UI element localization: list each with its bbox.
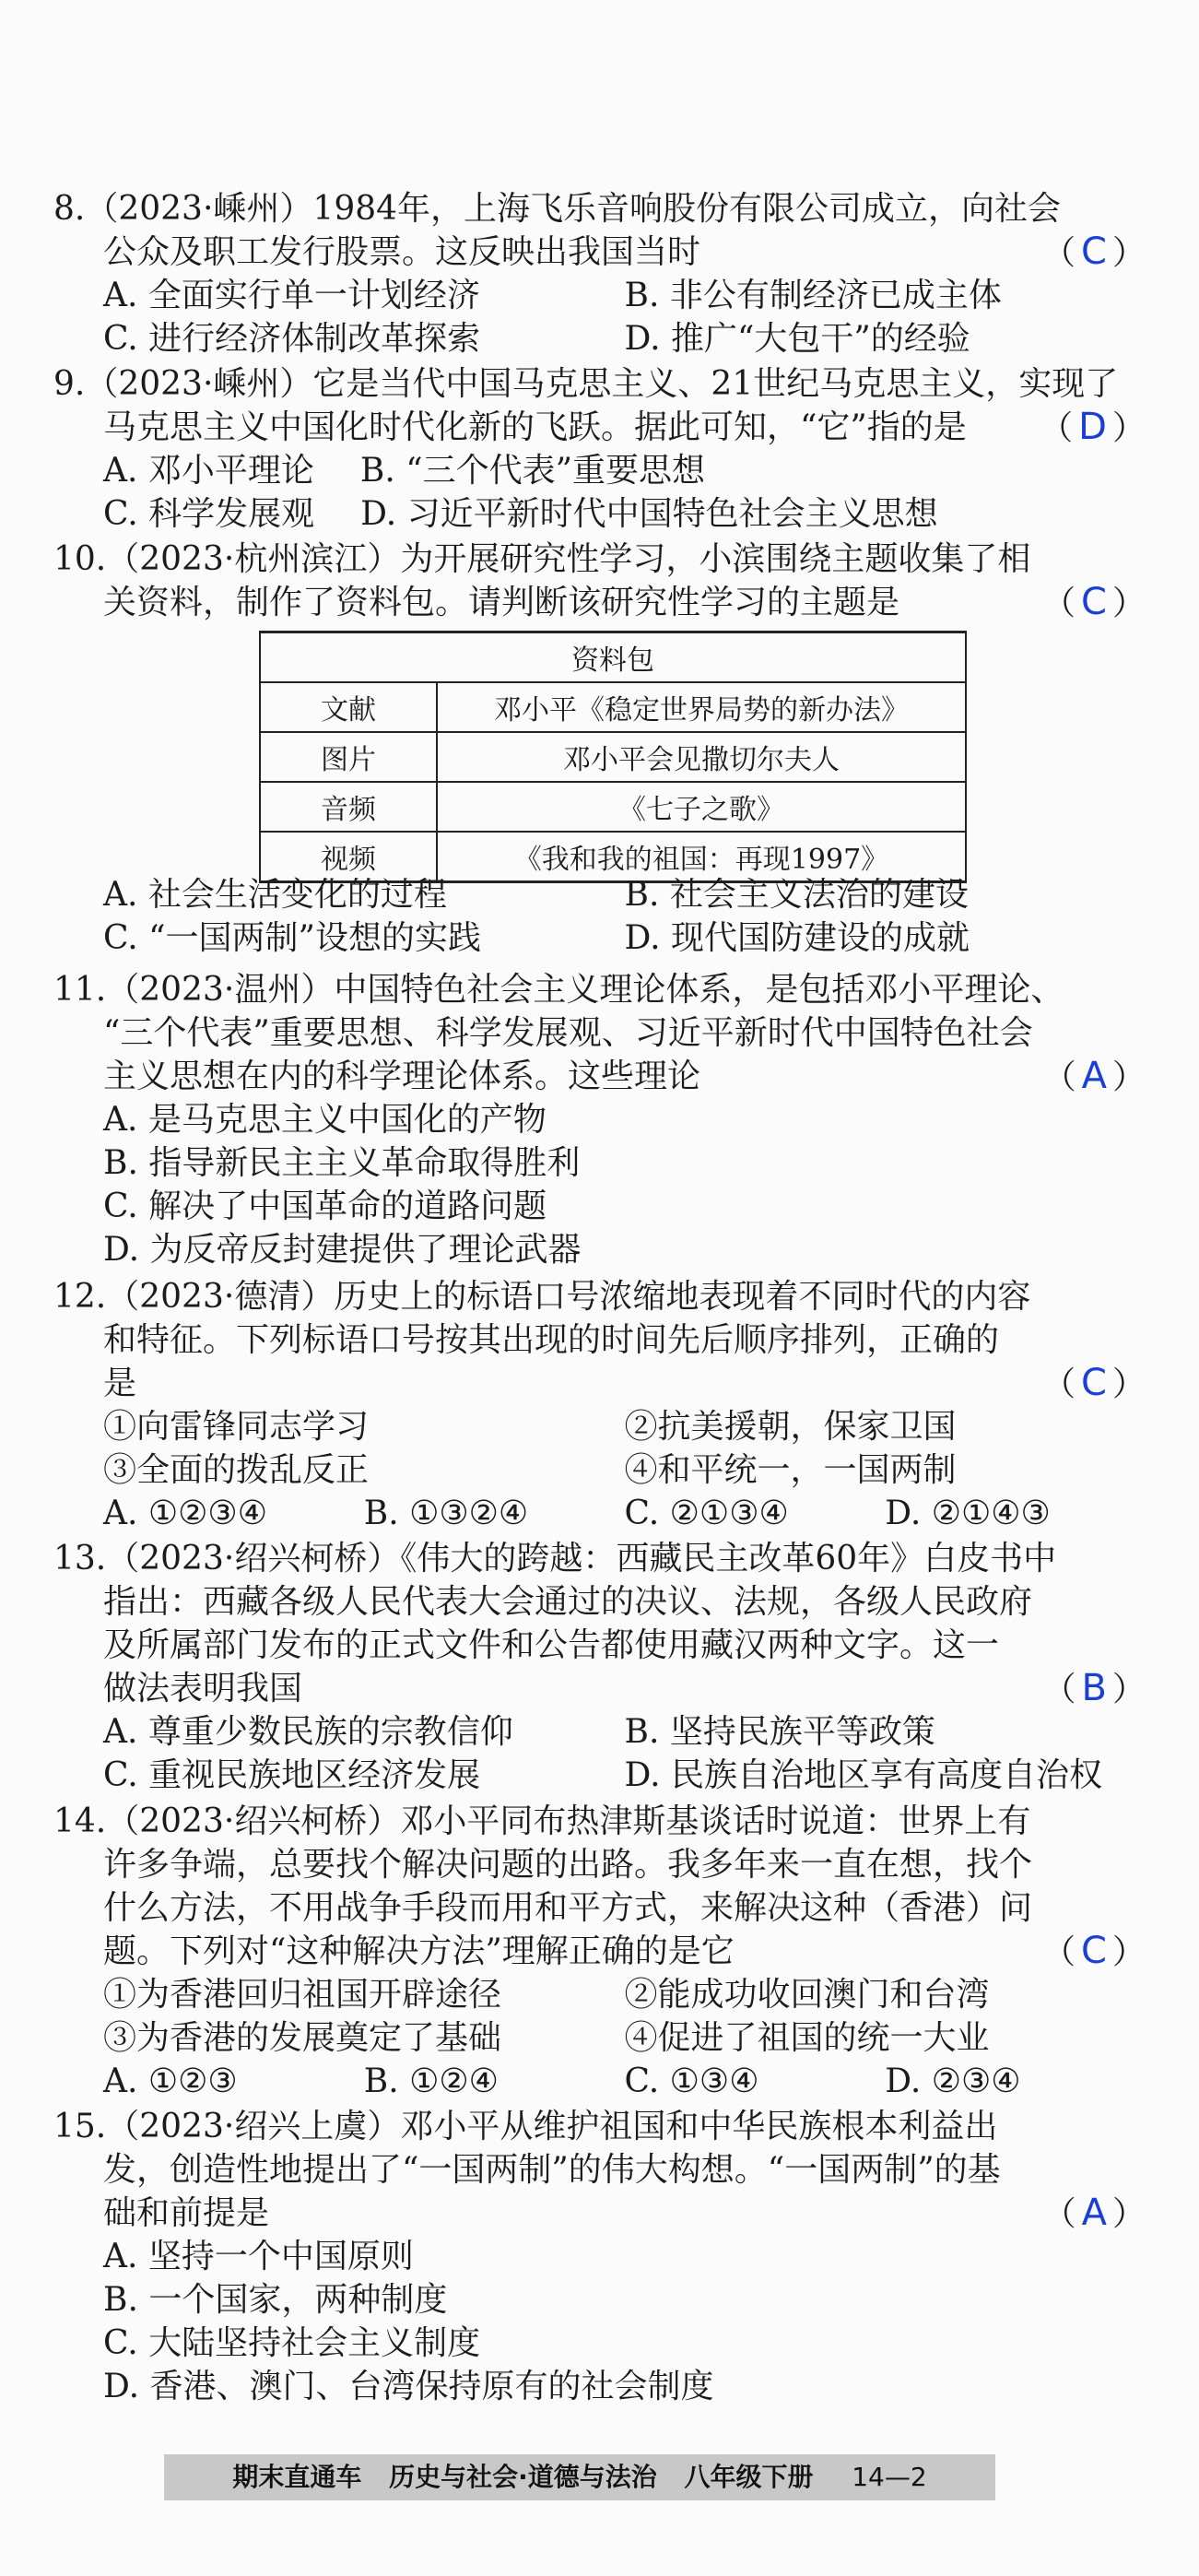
- option: B. 坚持民族平等政策: [624, 1713, 935, 1751]
- question-stem: 10.（2023·杭州滨江）为开展研究性学习，小滨围绕主题收集了相: [53, 540, 1031, 578]
- options-row: [53, 449, 1146, 492]
- item: ①为香港回归祖国开辟途径: [103, 1976, 502, 2014]
- question-13: [53, 1537, 1146, 1797]
- option: D. ②③④: [885, 2062, 1021, 2100]
- option: A. ①②③④: [103, 1495, 267, 1532]
- question-stem: 是 （ C ）: [103, 1362, 1146, 1404]
- footer-subject: 历史与社会·道德与法治: [389, 2462, 657, 2492]
- items-row: [53, 1973, 1146, 2016]
- option: D. 香港、澳门、台湾保持原有的社会制度: [103, 2368, 714, 2405]
- option: C. 重视民族地区经济发展: [103, 1756, 481, 1794]
- options-row: [53, 274, 1146, 317]
- question-stem: “三个代表”重要思想、科学发展观、习近平新时代中国特色社会: [103, 1014, 1033, 1052]
- items-row: [53, 1448, 1146, 1492]
- page-footer: [164, 2454, 995, 2500]
- answer-bracket: （ C ）: [1042, 230, 1146, 273]
- option: D. 推广“大包干”的经验: [624, 320, 970, 358]
- question-10-options: [53, 873, 1146, 960]
- question-stem: 指出：西藏各级人民代表大会通过的决议、法规，各级人民政府: [103, 1583, 1033, 1621]
- question-stem: 主义思想在内的科学理论体系。这些理论 （ A ）: [103, 1055, 1146, 1097]
- options-row: [53, 1754, 1146, 1797]
- answer-bracket: （ A ）: [1042, 1055, 1146, 1097]
- option: D. 为反帝反封建提供了理论武器: [103, 1231, 582, 1269]
- question-9: [53, 362, 1146, 536]
- question-stem: 题。下列对“这种解决方法”理解正确的是它 （ C ）: [103, 1930, 1146, 1972]
- question-14: [53, 1800, 1146, 2103]
- answer-letter: A: [1081, 1055, 1107, 1097]
- answer-letter: C: [1081, 581, 1107, 623]
- item: ③为香港的发展奠定了基础: [103, 2019, 502, 2057]
- answer-bracket: （ C ）: [1042, 581, 1146, 623]
- table-title: 资料包: [260, 632, 966, 683]
- question-stem: 14.（2023·绍兴柯桥）邓小平同布热津斯基谈话时说道：世界上有: [53, 1802, 1031, 1840]
- option: C. ②①③④: [624, 1495, 789, 1532]
- question-stem: 做法表明我国 （ B ）: [103, 1667, 1146, 1709]
- question-8: [53, 187, 1146, 360]
- option: B. “三个代表”重要思想: [359, 452, 706, 490]
- answer-letter: C: [1081, 1930, 1107, 1972]
- option: D. 现代国防建设的成就: [624, 919, 970, 957]
- answer-bracket: （ A ）: [1042, 2192, 1146, 2234]
- answer-letter: C: [1081, 230, 1107, 273]
- option: D. 民族自治地区享有高度自治权: [624, 1756, 1102, 1794]
- option: B. 非公有制经济已成主体: [624, 277, 1002, 314]
- item: ③全面的拨乱反正: [103, 1451, 370, 1489]
- question-stem: 公众及职工发行股票。这反映出我国当时 （ C ）: [103, 230, 1146, 273]
- options-row: [53, 317, 1146, 360]
- option: A. 是马克思主义中国化的产物: [103, 1101, 547, 1139]
- option: A. 坚持一个中国原则: [103, 2238, 414, 2275]
- option: C. 大陆坚持社会主义制度: [103, 2324, 481, 2362]
- option: A. 尊重少数民族的宗教信仰: [103, 1713, 513, 1751]
- question-stem: 8.（2023·嵊州）1984年，上海飞乐音响股份有限公司成立，向社会: [53, 190, 1062, 228]
- option: D. ②①④③: [885, 1495, 1051, 1532]
- option: C. 解决了中国革命的道路问题: [103, 1188, 547, 1225]
- table-row: 图片 邓小平会见撒切尔夫人: [260, 732, 966, 782]
- option: B. ①③②④: [363, 1495, 529, 1532]
- option: C. ①③④: [624, 2062, 759, 2100]
- option: B. ①②④: [363, 2062, 499, 2100]
- answer-letter: D: [1078, 406, 1107, 448]
- options-row: [53, 916, 1146, 960]
- answer-bracket: （ C ）: [1042, 1362, 1146, 1404]
- option: B. 社会主义法治的建设: [624, 876, 969, 914]
- item: ④促进了祖国的统一大业: [624, 2019, 990, 2057]
- option: A. ①②③: [103, 2062, 238, 2100]
- question-stem: 什么方法，不用战争手段而用和平方式，来解决这种（香港）问: [103, 1889, 1033, 1927]
- item: ①向雷锋同志学习: [103, 1408, 370, 1446]
- option: A. 邓小平理论: [103, 452, 314, 490]
- answer-letter: A: [1081, 2192, 1107, 2234]
- items-row: [53, 2016, 1146, 2060]
- question-12: [53, 1275, 1146, 1535]
- items-row: [53, 1405, 1146, 1448]
- material-table: [259, 631, 967, 883]
- option: A. 全面实行单一计划经济: [103, 277, 480, 314]
- option: C. “一国两制”设想的实践: [103, 919, 481, 957]
- answer-letter: B: [1081, 1667, 1107, 1709]
- answer-bracket: （ B ）: [1042, 1667, 1146, 1709]
- footer-grade: 八年级下册: [684, 2462, 814, 2492]
- question-15: [53, 2105, 1146, 2408]
- question-stem: 关资料，制作了资料包。请判断该研究性学习的主题是 （ C ）: [103, 581, 1146, 623]
- question-10: [53, 538, 1146, 624]
- table-row: 文献 邓小平《稳定世界局势的新办法》: [260, 682, 966, 732]
- table-row: 音频 《七子之歌》: [260, 782, 966, 832]
- options-row: [53, 492, 1146, 536]
- question-stem: 发，创造性地提出了“一国两制”的伟大构想。“一国两制”的基: [103, 2151, 1001, 2189]
- question-stem: 马克思主义中国化时代化新的飞跃。据此可知，“它”指的是 （ D ）: [103, 406, 1146, 448]
- footer-book: 期末直通车: [232, 2462, 362, 2492]
- answer-bracket: （ D ）: [1040, 406, 1146, 448]
- page-number: 14—2: [852, 2462, 927, 2492]
- question-stem: 和特征。下列标语口号按其出现的时间先后顺序排列，正确的: [103, 1321, 1000, 1359]
- table-row: 视频 《我和我的祖国：再现1997》: [260, 832, 966, 882]
- question-stem: 9.（2023·嵊州）它是当代中国马克思主义、21世纪马克思主义，实现了: [53, 365, 1119, 403]
- option: B. 一个国家，两种制度: [103, 2281, 448, 2319]
- question-stem: 许多争端，总要找个解决问题的出路。我多年来一直在想，找个: [103, 1846, 1033, 1884]
- item: ④和平统一，一国两制: [624, 1451, 957, 1489]
- option: C. 进行经济体制改革探索: [103, 320, 481, 358]
- option: A. 社会生活变化的过程: [103, 876, 447, 914]
- question-stem: 12.（2023·德清）历史上的标语口号浓缩地表现着不同时代的内容: [53, 1278, 1031, 1316]
- option: D. 习近平新时代中国特色社会主义思想: [360, 495, 938, 533]
- options-row: [53, 1710, 1146, 1754]
- item: ②抗美援朝，保家卫国: [624, 1408, 957, 1446]
- option: B. 指导新民主主义革命取得胜利: [103, 1144, 581, 1182]
- options-row: [53, 873, 1146, 916]
- question-11: [53, 968, 1146, 1271]
- answer-bracket: （ C ）: [1042, 1930, 1146, 1972]
- answer-letter: C: [1081, 1362, 1107, 1404]
- options-row: [53, 1492, 1146, 1535]
- question-stem: 15.（2023·绍兴上虞）邓小平从维护祖国和中华民族根本利益出: [53, 2108, 998, 2145]
- option: C. 科学发展观: [103, 495, 315, 533]
- question-stem: 础和前提是 （ A ）: [103, 2192, 1146, 2234]
- question-stem: 13.（2023·绍兴柯桥）《伟大的跨越：西藏民主改革60年》白皮书中: [53, 1540, 1057, 1578]
- question-stem: 及所属部门发布的正式文件和公告都使用藏汉两种文字。这一: [103, 1626, 1000, 1664]
- question-stem: 11.（2023·温州）中国特色社会主义理论体系，是包括邓小平理论、: [53, 971, 1064, 1009]
- options-row: [53, 2060, 1146, 2103]
- item: ②能成功收回澳门和台湾: [624, 1976, 990, 2014]
